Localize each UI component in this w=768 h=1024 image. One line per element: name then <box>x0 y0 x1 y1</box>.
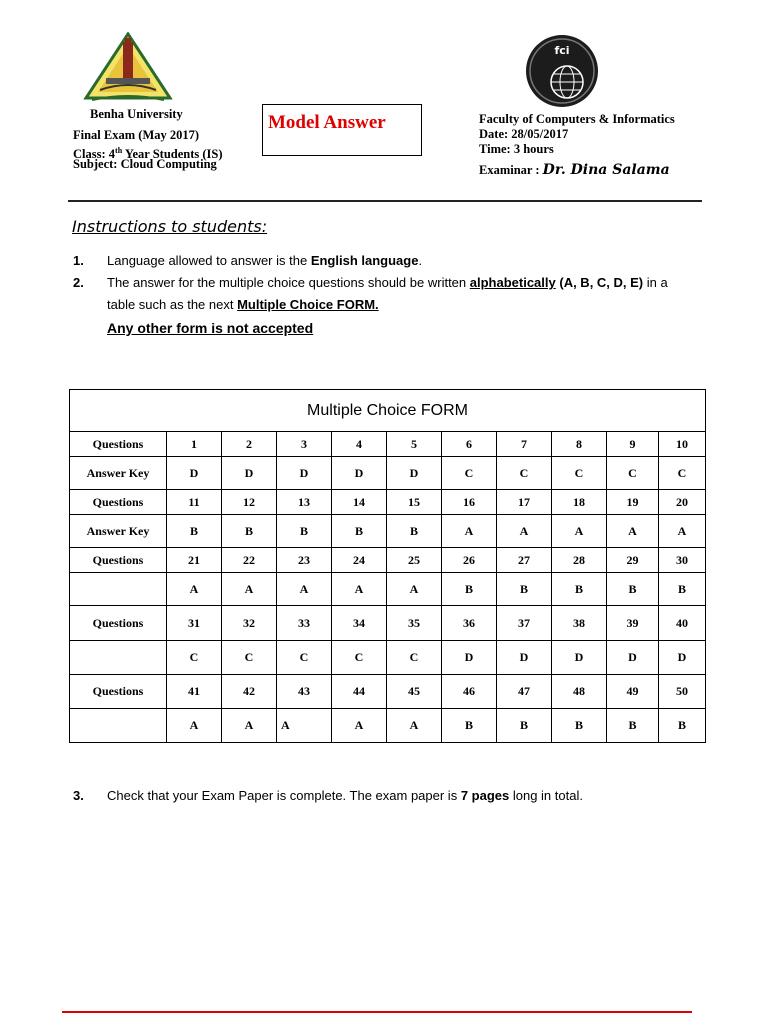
answer-cell: B <box>497 573 552 606</box>
row-label: Questions <box>70 606 167 641</box>
answer-cell: D <box>277 457 332 490</box>
question-number-cell: 44 <box>332 675 387 709</box>
question-number-cell: 46 <box>442 675 497 709</box>
answer-cell: D <box>442 641 497 675</box>
answer-cell: C <box>222 641 277 675</box>
answer-cell: B <box>659 573 706 606</box>
answer-cell: B <box>442 709 497 743</box>
question-number-cell: 33 <box>277 606 332 641</box>
answer-cell: B <box>607 709 659 743</box>
answer-cell: B <box>607 573 659 606</box>
question-number-cell: 34 <box>332 606 387 641</box>
answer-cell: B <box>659 709 706 743</box>
exam-title: Final Exam (May 2017) <box>73 128 200 142</box>
answer-cell: C <box>387 641 442 675</box>
row-label: Questions <box>70 490 167 515</box>
question-number-row <box>70 490 706 515</box>
answer-cell: B <box>167 515 222 548</box>
question-number-cell: 48 <box>552 675 607 709</box>
examiner-info <box>479 163 670 178</box>
answer-cell: A <box>167 709 222 743</box>
question-number-cell: 41 <box>167 675 222 709</box>
question-number-cell: 23 <box>277 548 332 573</box>
form-title: Multiple Choice FORM <box>70 390 706 432</box>
answer-cell: D <box>552 641 607 675</box>
question-number-cell: 38 <box>552 606 607 641</box>
question-number-cell: 31 <box>167 606 222 641</box>
question-number-cell: 14 <box>332 490 387 515</box>
answer-key-row <box>70 573 706 606</box>
answer-cell: A <box>387 573 442 606</box>
answer-cell: A <box>442 515 497 548</box>
question-number-row <box>70 548 706 573</box>
question-number-cell: 45 <box>387 675 442 709</box>
form-note: Any other form is not accepted <box>107 320 314 336</box>
row-label <box>70 709 167 743</box>
question-number-cell: 37 <box>497 606 552 641</box>
university-name: Benha University <box>90 107 183 121</box>
row-label: Questions <box>70 432 167 457</box>
answer-cell: B <box>552 709 607 743</box>
answer-cell: A <box>167 573 222 606</box>
answer-cell: D <box>387 457 442 490</box>
answer-cell: A <box>607 515 659 548</box>
question-number-cell: 43 <box>277 675 332 709</box>
question-number-cell: 50 <box>659 675 706 709</box>
question-number-cell: 9 <box>607 432 659 457</box>
answer-cell: B <box>442 573 497 606</box>
row-label <box>70 573 167 606</box>
examiner-label: Examinar : <box>479 163 540 177</box>
answer-cell: D <box>497 641 552 675</box>
answer-key-row <box>70 515 706 548</box>
item-1-number: 1. <box>73 253 84 268</box>
question-number-cell: 40 <box>659 606 706 641</box>
multiple-choice-form <box>69 389 706 743</box>
question-number-cell: 15 <box>387 490 442 515</box>
question-number-cell: 17 <box>497 490 552 515</box>
question-number-cell: 32 <box>222 606 277 641</box>
answer-cell: B <box>497 709 552 743</box>
footer-divider <box>62 1011 692 1013</box>
question-number-cell: 4 <box>332 432 387 457</box>
question-number-cell: 39 <box>607 606 659 641</box>
answer-cell: B <box>332 515 387 548</box>
header-divider <box>68 200 702 202</box>
answer-cell: D <box>607 641 659 675</box>
benha-university-logo <box>82 32 174 104</box>
question-number-cell: 20 <box>659 490 706 515</box>
question-number-cell: 3 <box>277 432 332 457</box>
answer-cell: C <box>607 457 659 490</box>
answer-cell: A <box>387 709 442 743</box>
question-number-cell: 11 <box>167 490 222 515</box>
question-number-row <box>70 675 706 709</box>
question-number-cell: 6 <box>442 432 497 457</box>
answer-key-row <box>70 457 706 490</box>
answer-cell: D <box>167 457 222 490</box>
fci-logo-text: fci <box>554 44 570 57</box>
faculty-name: Faculty of Computers & Informatics <box>479 112 675 126</box>
answer-cell: C <box>277 641 332 675</box>
row-label <box>70 641 167 675</box>
answer-cell: C <box>497 457 552 490</box>
answer-cell: A <box>277 709 332 743</box>
question-number-cell: 27 <box>497 548 552 573</box>
question-number-cell: 1 <box>167 432 222 457</box>
answer-cell: A <box>497 515 552 548</box>
question-number-row <box>70 606 706 641</box>
answer-cell: B <box>552 573 607 606</box>
question-number-cell: 24 <box>332 548 387 573</box>
answer-cell: A <box>332 709 387 743</box>
answer-cell: B <box>387 515 442 548</box>
item-3-number: 3. <box>73 788 84 803</box>
answer-cell: D <box>222 457 277 490</box>
item-1-text: Language allowed to answer is the English language. <box>107 253 423 268</box>
question-number-row <box>70 432 706 457</box>
answer-cell: C <box>659 457 706 490</box>
question-number-cell: 12 <box>222 490 277 515</box>
subject-info: Subject: Cloud Computing <box>73 157 217 171</box>
question-number-cell: 16 <box>442 490 497 515</box>
answer-cell: C <box>167 641 222 675</box>
answer-cell: A <box>222 573 277 606</box>
instructions-title: Instructions to students: <box>72 217 268 236</box>
answer-cell: A <box>552 515 607 548</box>
exam-date: Date: 28/05/2017 <box>479 127 569 141</box>
question-number-cell: 36 <box>442 606 497 641</box>
row-label: Answer Key <box>70 515 167 548</box>
answer-cell: C <box>442 457 497 490</box>
question-number-cell: 19 <box>607 490 659 515</box>
question-number-cell: 26 <box>442 548 497 573</box>
question-number-cell: 30 <box>659 548 706 573</box>
item-2-number: 2. <box>73 275 84 290</box>
answer-cell: C <box>332 641 387 675</box>
answer-cell: A <box>332 573 387 606</box>
class-info: Class: 4th Year Students (IS) <box>73 146 223 162</box>
question-number-cell: 35 <box>387 606 442 641</box>
answer-cell: C <box>552 457 607 490</box>
answer-cell: D <box>659 641 706 675</box>
answer-key-row <box>70 709 706 743</box>
answer-cell: B <box>222 515 277 548</box>
question-number-cell: 21 <box>167 548 222 573</box>
fci-logo <box>525 32 599 110</box>
question-number-cell: 2 <box>222 432 277 457</box>
row-label: Answer Key <box>70 457 167 490</box>
model-answer-label: Model Answer <box>268 112 386 133</box>
question-number-cell: 28 <box>552 548 607 573</box>
row-label: Questions <box>70 675 167 709</box>
question-number-cell: 18 <box>552 490 607 515</box>
question-number-cell: 49 <box>607 675 659 709</box>
question-number-cell: 42 <box>222 675 277 709</box>
item-3-text: Check that your Exam Paper is complete. The exam paper is 7 pages long in total. <box>107 788 583 803</box>
question-number-cell: 10 <box>659 432 706 457</box>
question-number-cell: 7 <box>497 432 552 457</box>
answer-cell: A <box>659 515 706 548</box>
item-2-text: The answer for the multiple choice questions should be written alphabetically (A, B, C, D, E) in a <box>107 275 668 290</box>
answer-cell: D <box>332 457 387 490</box>
question-number-cell: 5 <box>387 432 442 457</box>
question-number-cell: 25 <box>387 548 442 573</box>
question-number-cell: 22 <box>222 548 277 573</box>
question-number-cell: 29 <box>607 548 659 573</box>
answer-cell: B <box>277 515 332 548</box>
row-label: Questions <box>70 548 167 573</box>
examiner-signature: Dr. Dina Salama <box>542 162 670 178</box>
answer-cell: A <box>222 709 277 743</box>
question-number-cell: 47 <box>497 675 552 709</box>
answer-key-row <box>70 641 706 675</box>
exam-time: Time: 3 hours <box>479 142 554 156</box>
question-number-cell: 8 <box>552 432 607 457</box>
item-2-text-line2: table such as the next Multiple Choice FORM. <box>107 297 379 312</box>
answer-cell: A <box>277 573 332 606</box>
question-number-cell: 13 <box>277 490 332 515</box>
